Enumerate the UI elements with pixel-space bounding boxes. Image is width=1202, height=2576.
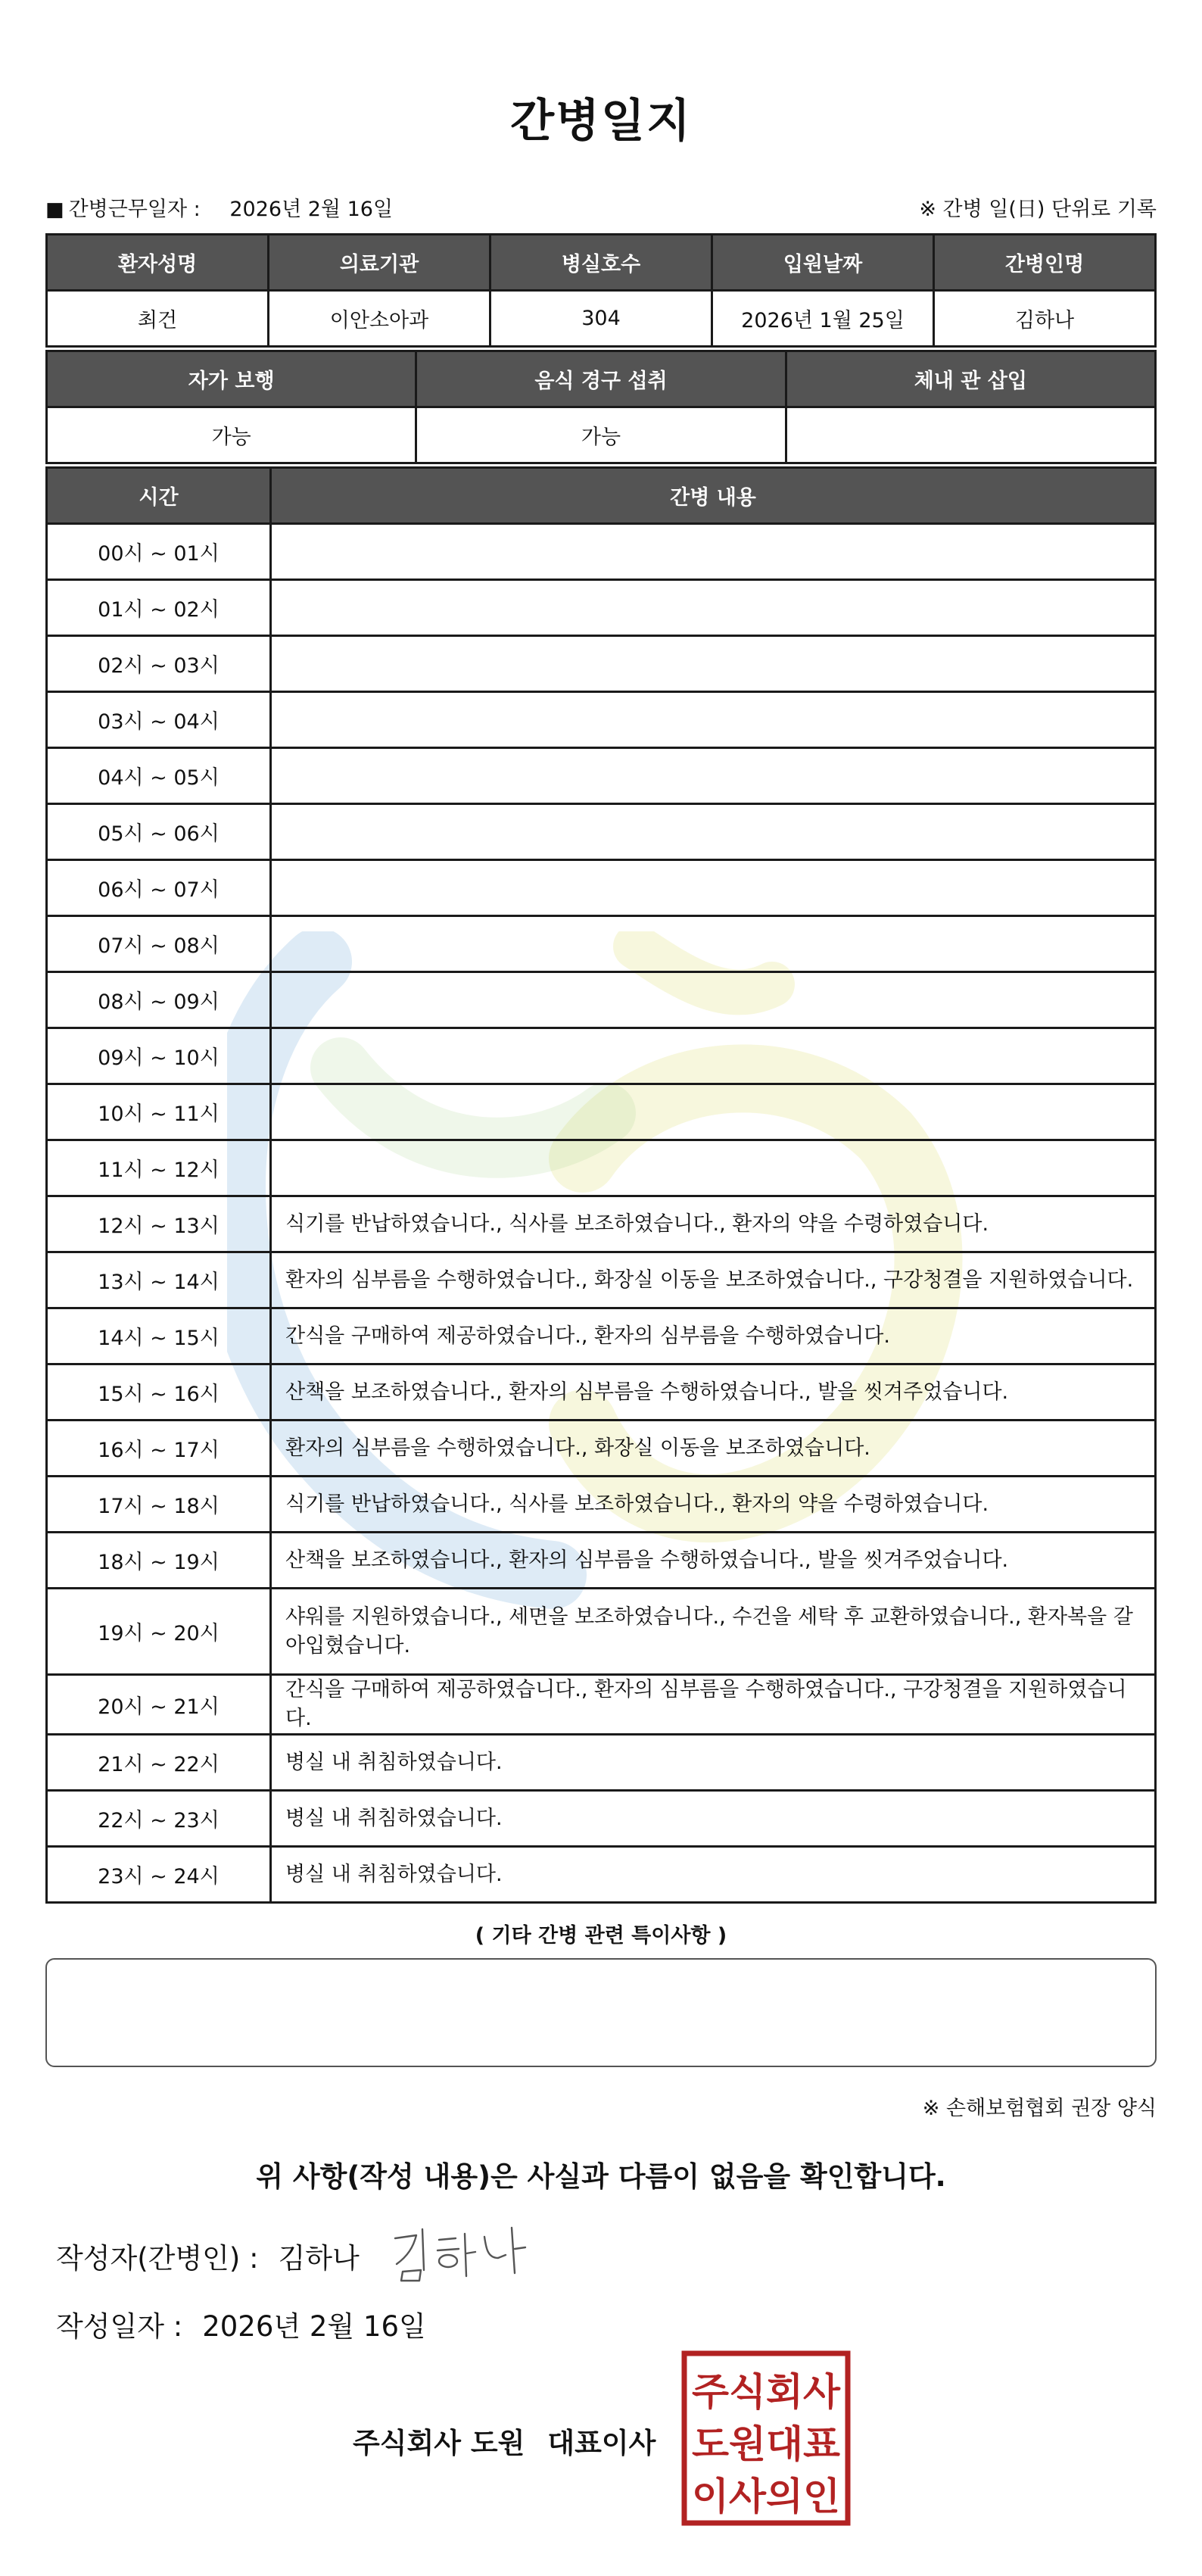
log-time: 11시 ~ 12시 bbox=[47, 1140, 271, 1196]
header-care-content: 간병 내용 bbox=[271, 468, 1156, 524]
log-content: 산책을 보조하였습니다., 환자의 심부름을 수행하였습니다., 발을 씻겨주었습니다. bbox=[271, 1364, 1156, 1421]
log-content: 병실 내 취침하였습니다. bbox=[271, 1847, 1156, 1903]
log-row bbox=[47, 916, 1156, 972]
log-content bbox=[271, 1140, 1156, 1196]
header-room-number: 병실호수 bbox=[490, 235, 712, 291]
written-date-label: 작성일자 : bbox=[56, 2310, 183, 2343]
log-time: 07시 ~ 08시 bbox=[47, 916, 271, 972]
patient-info-table bbox=[45, 233, 1157, 348]
log-time: 21시 ~ 22시 bbox=[47, 1735, 271, 1791]
log-row bbox=[47, 1421, 1156, 1477]
log-time: 12시 ~ 13시 bbox=[47, 1196, 271, 1252]
writer-line bbox=[56, 2235, 360, 2276]
log-time: 14시 ~ 15시 bbox=[47, 1308, 271, 1364]
log-row bbox=[47, 804, 1156, 860]
log-time: 22시 ~ 23시 bbox=[47, 1791, 271, 1847]
log-time: 10시 ~ 11시 bbox=[47, 1084, 271, 1140]
log-row bbox=[47, 1196, 1156, 1252]
log-content: 병실 내 취침하였습니다. bbox=[271, 1791, 1156, 1847]
patient-status-table bbox=[45, 350, 1157, 464]
tube-insertion-value bbox=[786, 407, 1155, 463]
svg-text:도원대표: 도원대표 bbox=[692, 2422, 841, 2466]
log-content bbox=[271, 692, 1156, 748]
company-seal bbox=[681, 2350, 851, 2526]
log-row bbox=[47, 1847, 1156, 1903]
log-row bbox=[47, 1140, 1156, 1196]
log-time: 08시 ~ 09시 bbox=[47, 972, 271, 1028]
log-content: 환자의 심부름을 수행하였습니다., 화장실 이동을 보조하였습니다. bbox=[271, 1421, 1156, 1477]
log-time: 17시 ~ 18시 bbox=[47, 1477, 271, 1533]
log-time: 13시 ~ 14시 bbox=[47, 1252, 271, 1308]
log-time: 01시 ~ 02시 bbox=[47, 580, 271, 636]
svg-text:이사의인: 이사의인 bbox=[692, 2475, 840, 2518]
document-title: 간병일지 bbox=[510, 95, 692, 148]
work-date-separator: : bbox=[193, 198, 201, 221]
log-time: 19시 ~ 20시 bbox=[47, 1589, 271, 1675]
log-row bbox=[47, 1477, 1156, 1533]
log-row bbox=[47, 1533, 1156, 1589]
record-unit-note: ※ 간병 일(日) 단위로 기록 bbox=[919, 198, 1157, 221]
work-date-label: 간병근무일자 bbox=[68, 198, 188, 221]
square-bullet-icon: ■ bbox=[45, 198, 64, 221]
log-time: 05시 ~ 06시 bbox=[47, 804, 271, 860]
company-signature-line bbox=[353, 2420, 655, 2461]
log-content: 샤워를 지원하였습니다., 세면을 보조하였습니다., 수건을 세탁 후 교환하였습니다., 환자복을 갈아입혔습니다. bbox=[271, 1589, 1156, 1675]
written-date-line bbox=[56, 2303, 426, 2344]
company-representative-title: 대표이사 bbox=[547, 2427, 656, 2459]
log-row bbox=[47, 692, 1156, 748]
log-time: 00시 ~ 01시 bbox=[47, 524, 271, 580]
log-content: 병실 내 취침하였습니다. bbox=[271, 1735, 1156, 1791]
header-patient-name: 환자성명 bbox=[47, 235, 269, 291]
log-row bbox=[47, 1735, 1156, 1791]
log-content: 식기를 반납하였습니다., 식사를 보조하였습니다., 환자의 약을 수령하였습니다. bbox=[271, 1196, 1156, 1252]
log-row bbox=[47, 1028, 1156, 1084]
company-name: 주식회사 도원 bbox=[353, 2427, 525, 2459]
log-content bbox=[271, 916, 1156, 972]
log-row bbox=[47, 1589, 1156, 1675]
header-admission-date: 입원날짜 bbox=[712, 235, 934, 291]
log-row bbox=[47, 524, 1156, 580]
recommended-form-note: ※ 손해보험협회 권장 양식 bbox=[922, 2097, 1157, 2120]
work-date-value: 2026년 2월 16일 bbox=[229, 198, 394, 221]
log-row bbox=[47, 1252, 1156, 1308]
log-content bbox=[271, 1028, 1156, 1084]
log-time: 06시 ~ 07시 bbox=[47, 860, 271, 916]
log-time: 02시 ~ 03시 bbox=[47, 636, 271, 692]
log-time: 20시 ~ 21시 bbox=[47, 1675, 271, 1735]
log-row bbox=[47, 1084, 1156, 1140]
log-row bbox=[47, 748, 1156, 804]
log-time: 23시 ~ 24시 bbox=[47, 1847, 271, 1903]
care-log-table bbox=[45, 466, 1157, 1904]
patient-name: 최건 bbox=[47, 291, 269, 347]
log-time: 15시 ~ 16시 bbox=[47, 1364, 271, 1421]
log-content bbox=[271, 636, 1156, 692]
header-self-walking: 자가 보행 bbox=[47, 351, 416, 407]
log-row bbox=[47, 1308, 1156, 1364]
institution: 이안소아과 bbox=[269, 291, 490, 347]
log-time: 16시 ~ 17시 bbox=[47, 1421, 271, 1477]
log-content: 간식을 구매하여 제공하였습니다., 환자의 심부름을 수행하였습니다. bbox=[271, 1308, 1156, 1364]
log-content bbox=[271, 860, 1156, 916]
header-caregiver-name: 간병인명 bbox=[934, 235, 1156, 291]
written-date-value: 2026년 2월 16일 bbox=[202, 2310, 426, 2343]
log-time: 04시 ~ 05시 bbox=[47, 748, 271, 804]
work-date bbox=[45, 192, 393, 222]
log-content bbox=[271, 1084, 1156, 1140]
log-row bbox=[47, 580, 1156, 636]
log-content: 간식을 구매하여 제공하였습니다., 환자의 심부름을 수행하였습니다., 구강청결을 지원하였습니다. bbox=[271, 1675, 1156, 1735]
header-institution: 의료기관 bbox=[269, 235, 490, 291]
log-row bbox=[47, 1364, 1156, 1421]
caregiver-name: 김하나 bbox=[934, 291, 1156, 347]
header-tube-insertion: 체내 관 삽입 bbox=[786, 351, 1155, 407]
log-content: 산책을 보조하였습니다., 환자의 심부름을 수행하였습니다., 발을 씻겨주었습니다. bbox=[271, 1533, 1156, 1589]
confirmation-statement: 위 사항(작성 내용)은 사실과 다름이 없음을 확인합니다. bbox=[256, 2160, 946, 2193]
self-walking-value: 가능 bbox=[47, 407, 416, 463]
oral-intake-value: 가능 bbox=[416, 407, 786, 463]
log-time: 18시 ~ 19시 bbox=[47, 1533, 271, 1589]
log-row bbox=[47, 972, 1156, 1028]
log-content: 환자의 심부름을 수행하였습니다., 화장실 이동을 보조하였습니다., 구강청결을 지원하였습니다. bbox=[271, 1252, 1156, 1308]
log-row bbox=[47, 636, 1156, 692]
admission-date: 2026년 1월 25일 bbox=[712, 291, 934, 347]
header-oral-intake: 음식 경구 섭취 bbox=[416, 351, 786, 407]
log-row bbox=[47, 1791, 1156, 1847]
log-content bbox=[271, 748, 1156, 804]
log-time: 09시 ~ 10시 bbox=[47, 1028, 271, 1084]
log-content bbox=[271, 524, 1156, 580]
header-time: 시간 bbox=[47, 468, 271, 524]
writer-name: 김하나 bbox=[278, 2242, 360, 2275]
room-number: 304 bbox=[490, 291, 712, 347]
log-row bbox=[47, 1675, 1156, 1735]
log-row bbox=[47, 860, 1156, 916]
writer-label: 작성자(간병인) : bbox=[56, 2242, 259, 2275]
log-content bbox=[271, 972, 1156, 1028]
log-time: 03시 ~ 04시 bbox=[47, 692, 271, 748]
log-content bbox=[271, 804, 1156, 860]
handwritten-signature bbox=[386, 2217, 530, 2285]
other-notes-title: ( 기타 간병 관련 특이사항 ) bbox=[475, 1924, 727, 1948]
other-notes-box bbox=[45, 1958, 1157, 2067]
log-content: 식기를 반납하였습니다., 식사를 보조하였습니다., 환자의 약을 수령하였습니다. bbox=[271, 1477, 1156, 1533]
log-content bbox=[271, 580, 1156, 636]
svg-text:주식회사: 주식회사 bbox=[692, 2370, 841, 2414]
